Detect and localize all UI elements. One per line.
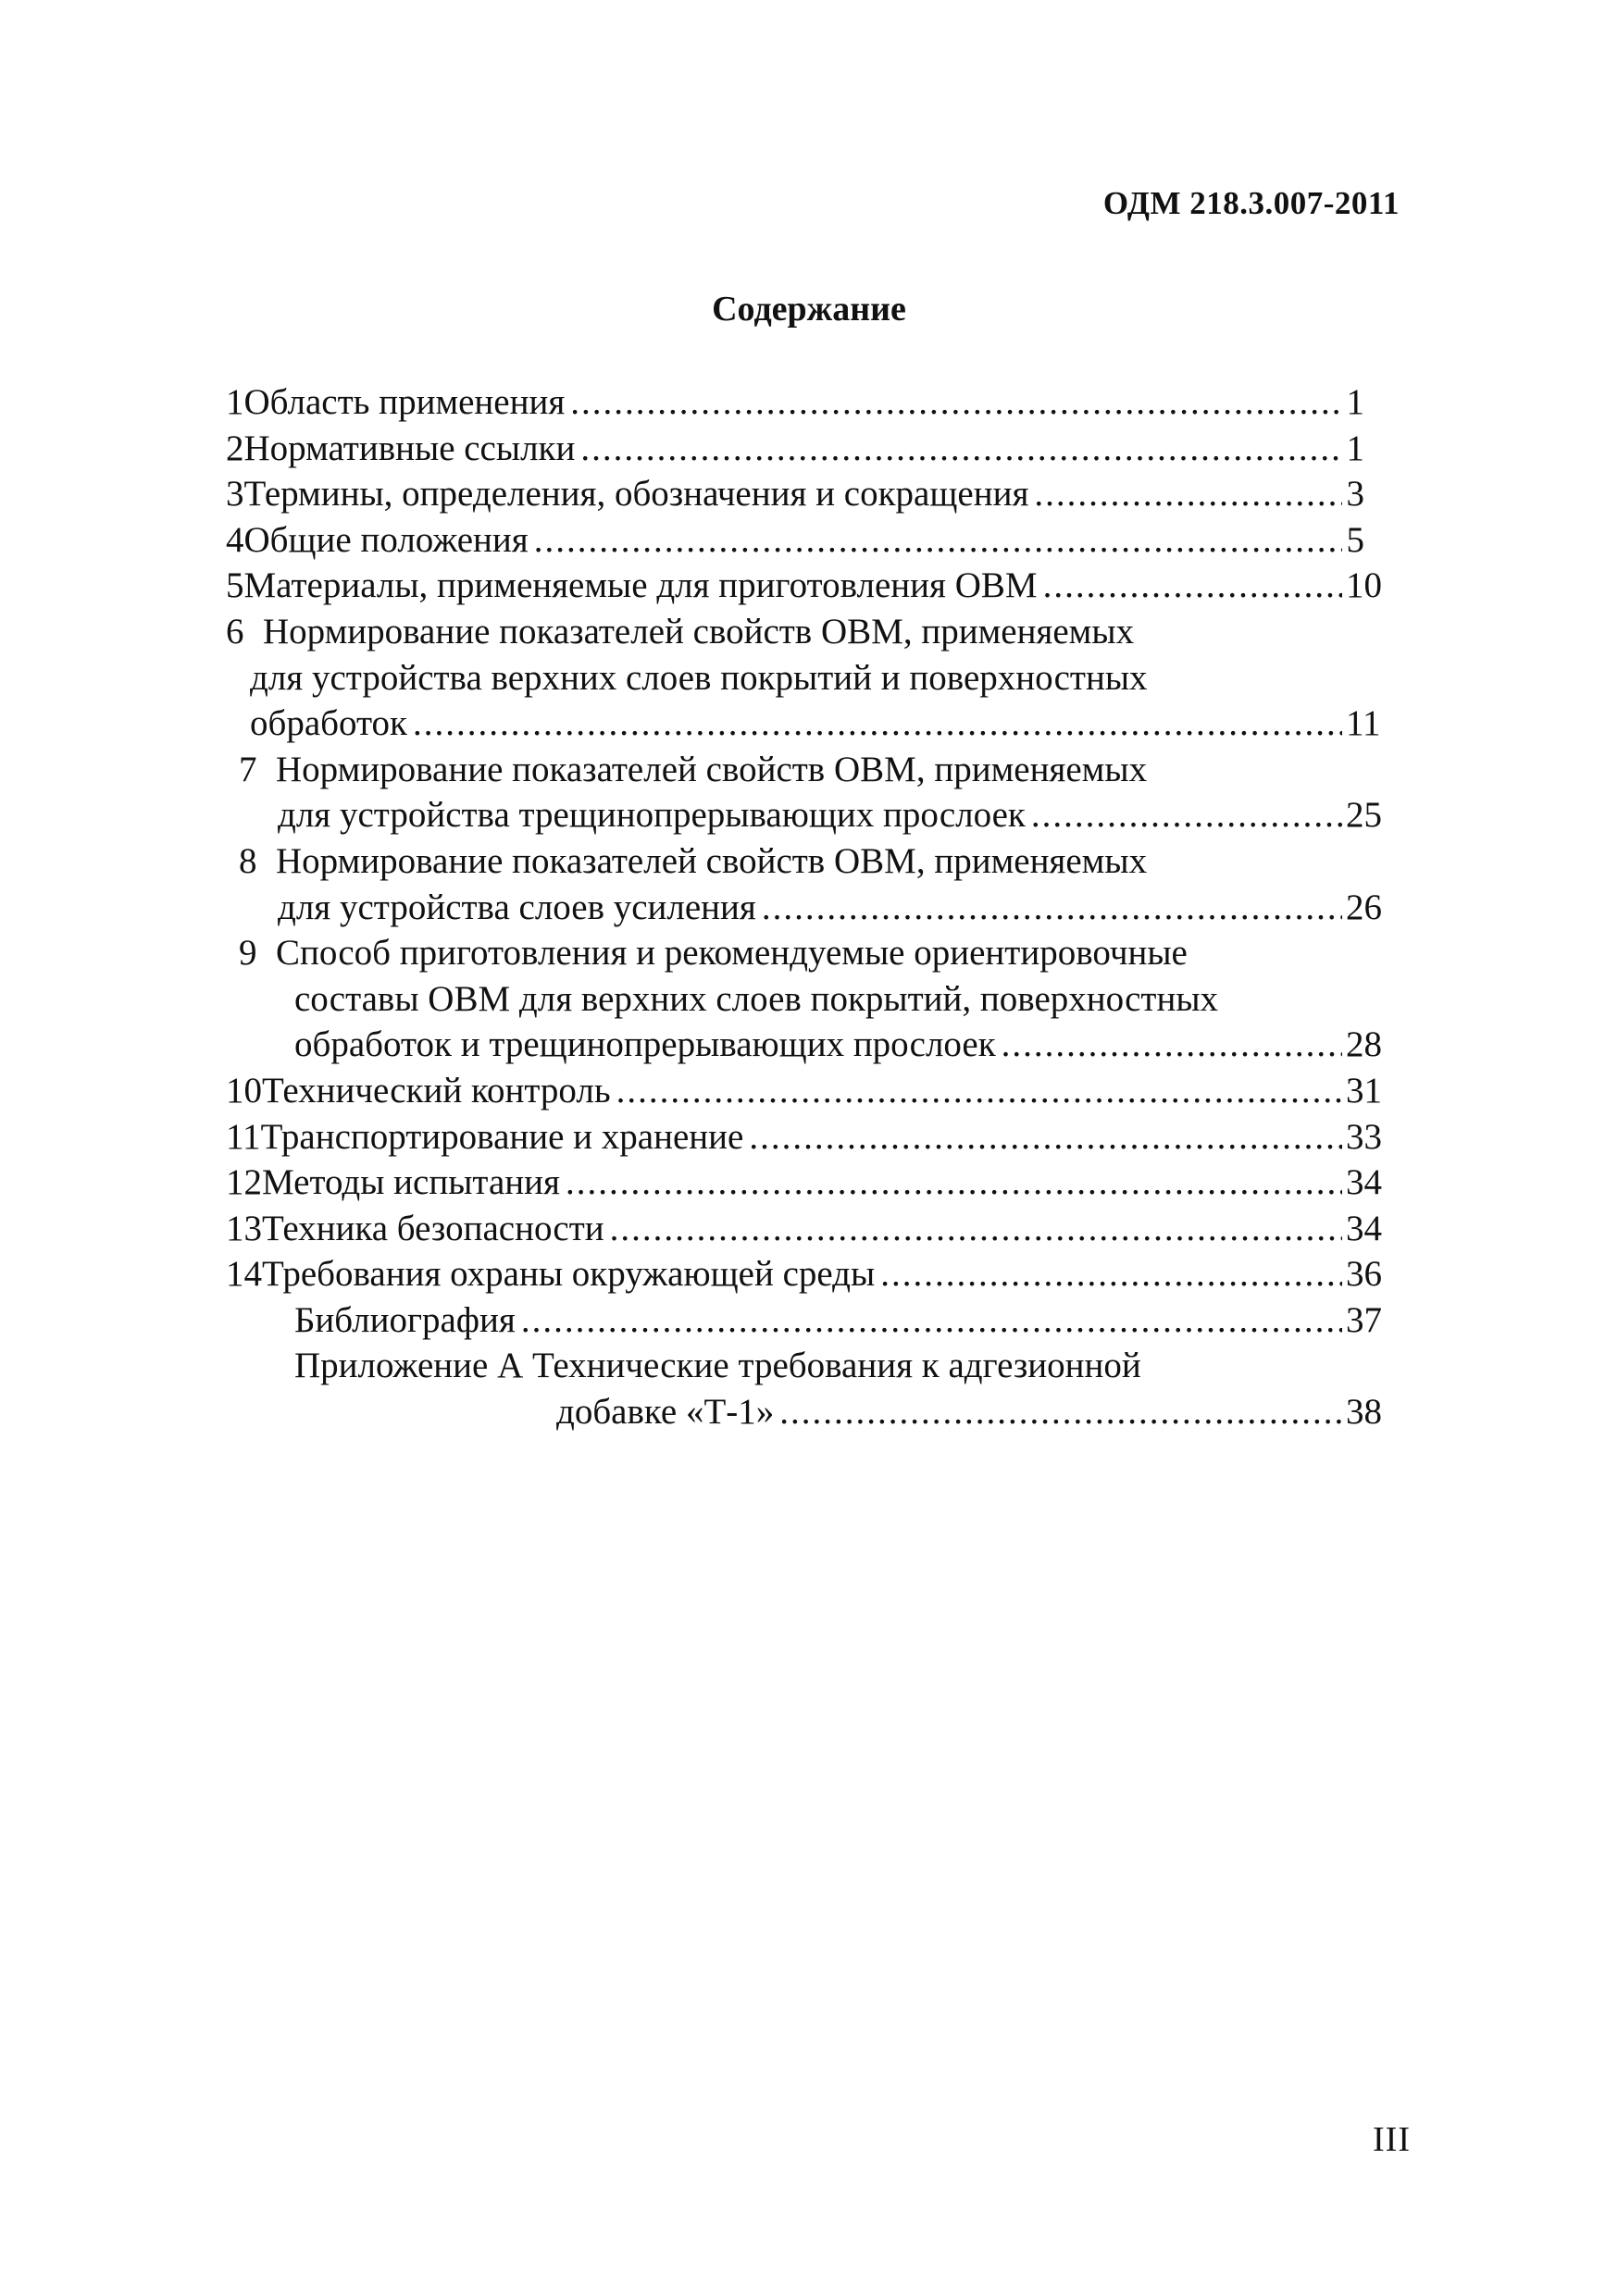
dot-leader (566, 1160, 1342, 1206)
toc-entry-page: 3 (1346, 474, 1364, 515)
toc-entry-number: 2 (226, 428, 244, 468)
toc-entry[interactable] (226, 1251, 1382, 1297)
toc-entry-page: 31 (1346, 1070, 1382, 1111)
toc-entry-number: 4 (226, 519, 244, 560)
toc-entry-title-continued: добавке «Т-1» (556, 1392, 775, 1433)
dot-leader (534, 517, 1342, 564)
toc-entry[interactable] (226, 471, 1364, 517)
toc-entry-title: Нормирование показателей свойств ОВМ, применяемых (276, 840, 1148, 881)
dot-leader (1043, 563, 1342, 609)
toc-entry-title: Приложение А Технические требования к адгезионной (294, 1346, 1141, 1386)
toc-entry-page: 25 (1346, 795, 1382, 836)
toc-entry-number: 3 (226, 474, 244, 515)
toc-entry[interactable] (226, 426, 1364, 472)
dot-leader (880, 1251, 1342, 1297)
toc-entry-title-continued: составы ОВМ для верхних слоев покрытий, поверхностных (294, 978, 1219, 1019)
toc-entry-page: 10 (1346, 565, 1382, 606)
toc-entry[interactable] (226, 1297, 1382, 1344)
toc-entry[interactable] (226, 930, 1382, 1068)
toc-entry-title: Нормирование показателей свойств ОВМ, применяемых (276, 749, 1148, 789)
toc-entry-title-continued: для устройства трещинопрерывающих прослоек (278, 795, 1026, 836)
toc-entry-title: Нормативные ссылки (243, 428, 576, 468)
dot-leader (580, 426, 1342, 472)
toc-entry[interactable] (226, 609, 1381, 747)
toc-entry-title: Технический контроль (262, 1070, 611, 1111)
toc-entry[interactable] (226, 1068, 1382, 1114)
toc-entry-number: 14 (226, 1254, 262, 1295)
toc-entry-title: Библиография (294, 1299, 516, 1340)
toc-title: Содержание (712, 290, 906, 329)
toc-entry[interactable] (226, 1343, 1382, 1434)
toc-entry-title: Способ приготовления и рекомендуемые ориентировочные (276, 933, 1188, 974)
toc-entry-number: 8 (239, 840, 257, 881)
toc-entry-page: 36 (1346, 1254, 1382, 1295)
toc-entry-number: 13 (226, 1208, 262, 1248)
toc-entry-page: 34 (1346, 1208, 1382, 1248)
toc-entry-title: Методы испытания (262, 1162, 560, 1203)
toc-entry-page: 38 (1346, 1392, 1382, 1433)
dot-leader (610, 1206, 1342, 1252)
toc-entry-number: 1 (226, 382, 244, 422)
dot-leader (1034, 471, 1342, 517)
dot-leader (1031, 792, 1342, 838)
toc-entry-number: 10 (226, 1070, 262, 1111)
toc-entry-page: 33 (1346, 1116, 1382, 1157)
toc-entry[interactable] (226, 517, 1364, 564)
toc-entry-page: 26 (1346, 887, 1382, 927)
toc-entry-number: 7 (239, 749, 257, 789)
toc-entry-title: Общие положения (243, 519, 529, 560)
toc-entry-page: 28 (1346, 1024, 1382, 1065)
toc-entry[interactable] (226, 838, 1382, 930)
toc-entry-number: 9 (239, 933, 257, 974)
toc-entry-title: Требования охраны окружающей среды (262, 1254, 876, 1295)
toc-entry-title: Транспортирование и хранение (260, 1116, 744, 1157)
toc-entry[interactable] (226, 563, 1382, 609)
toc-entry-title: Материалы, применяемые для приготовления ОВМ (243, 565, 1038, 606)
dot-leader (521, 1297, 1342, 1344)
toc-entry[interactable] (226, 1114, 1382, 1160)
toc-entry-title: Техника безопасности (262, 1208, 604, 1248)
dot-leader (749, 1114, 1342, 1160)
table-of-contents (226, 379, 1382, 1435)
toc-entry[interactable] (226, 379, 1364, 426)
toc-entry-title: Область применения (243, 382, 566, 422)
toc-entry-title-continued: для устройства слоев усиления (278, 887, 756, 927)
document-code: ОДМ 218.3.007-2011 (1102, 185, 1400, 221)
toc-entry-title: Нормирование показателей свойств ОВМ, применяемых (263, 611, 1135, 652)
toc-entry[interactable] (226, 1206, 1382, 1252)
toc-entry-title: Термины, определения, обозначения и сокращения (243, 474, 1029, 515)
dot-leader (1002, 1022, 1342, 1068)
toc-entry-page: 11 (1346, 703, 1381, 744)
toc-entry-page: 34 (1346, 1162, 1382, 1203)
dot-leader (762, 885, 1342, 931)
dot-leader (779, 1389, 1342, 1435)
dot-leader (616, 1068, 1342, 1114)
toc-entry-number: 5 (226, 565, 244, 606)
toc-entry-number: 6 (226, 611, 244, 652)
toc-entry[interactable] (226, 1160, 1382, 1206)
toc-entry-title-continued: обработок (250, 703, 407, 744)
toc-entry-number: 12 (226, 1162, 262, 1203)
toc-entry[interactable] (226, 747, 1382, 838)
dot-leader (570, 379, 1342, 426)
toc-entry-page: 1 (1346, 382, 1364, 422)
toc-entry-title-continued: для устройства верхних слоев покрытий и поверхностных (250, 657, 1148, 698)
toc-entry-title-continued: обработок и трещинопрерывающих прослоек (294, 1024, 996, 1065)
toc-entry-page: 5 (1346, 519, 1364, 560)
toc-entry-page: 1 (1346, 428, 1364, 468)
toc-entry-number: 11 (226, 1116, 261, 1157)
toc-entry-page: 37 (1346, 1299, 1382, 1340)
dot-leader (413, 701, 1342, 747)
page-number: III (1373, 2120, 1411, 2159)
